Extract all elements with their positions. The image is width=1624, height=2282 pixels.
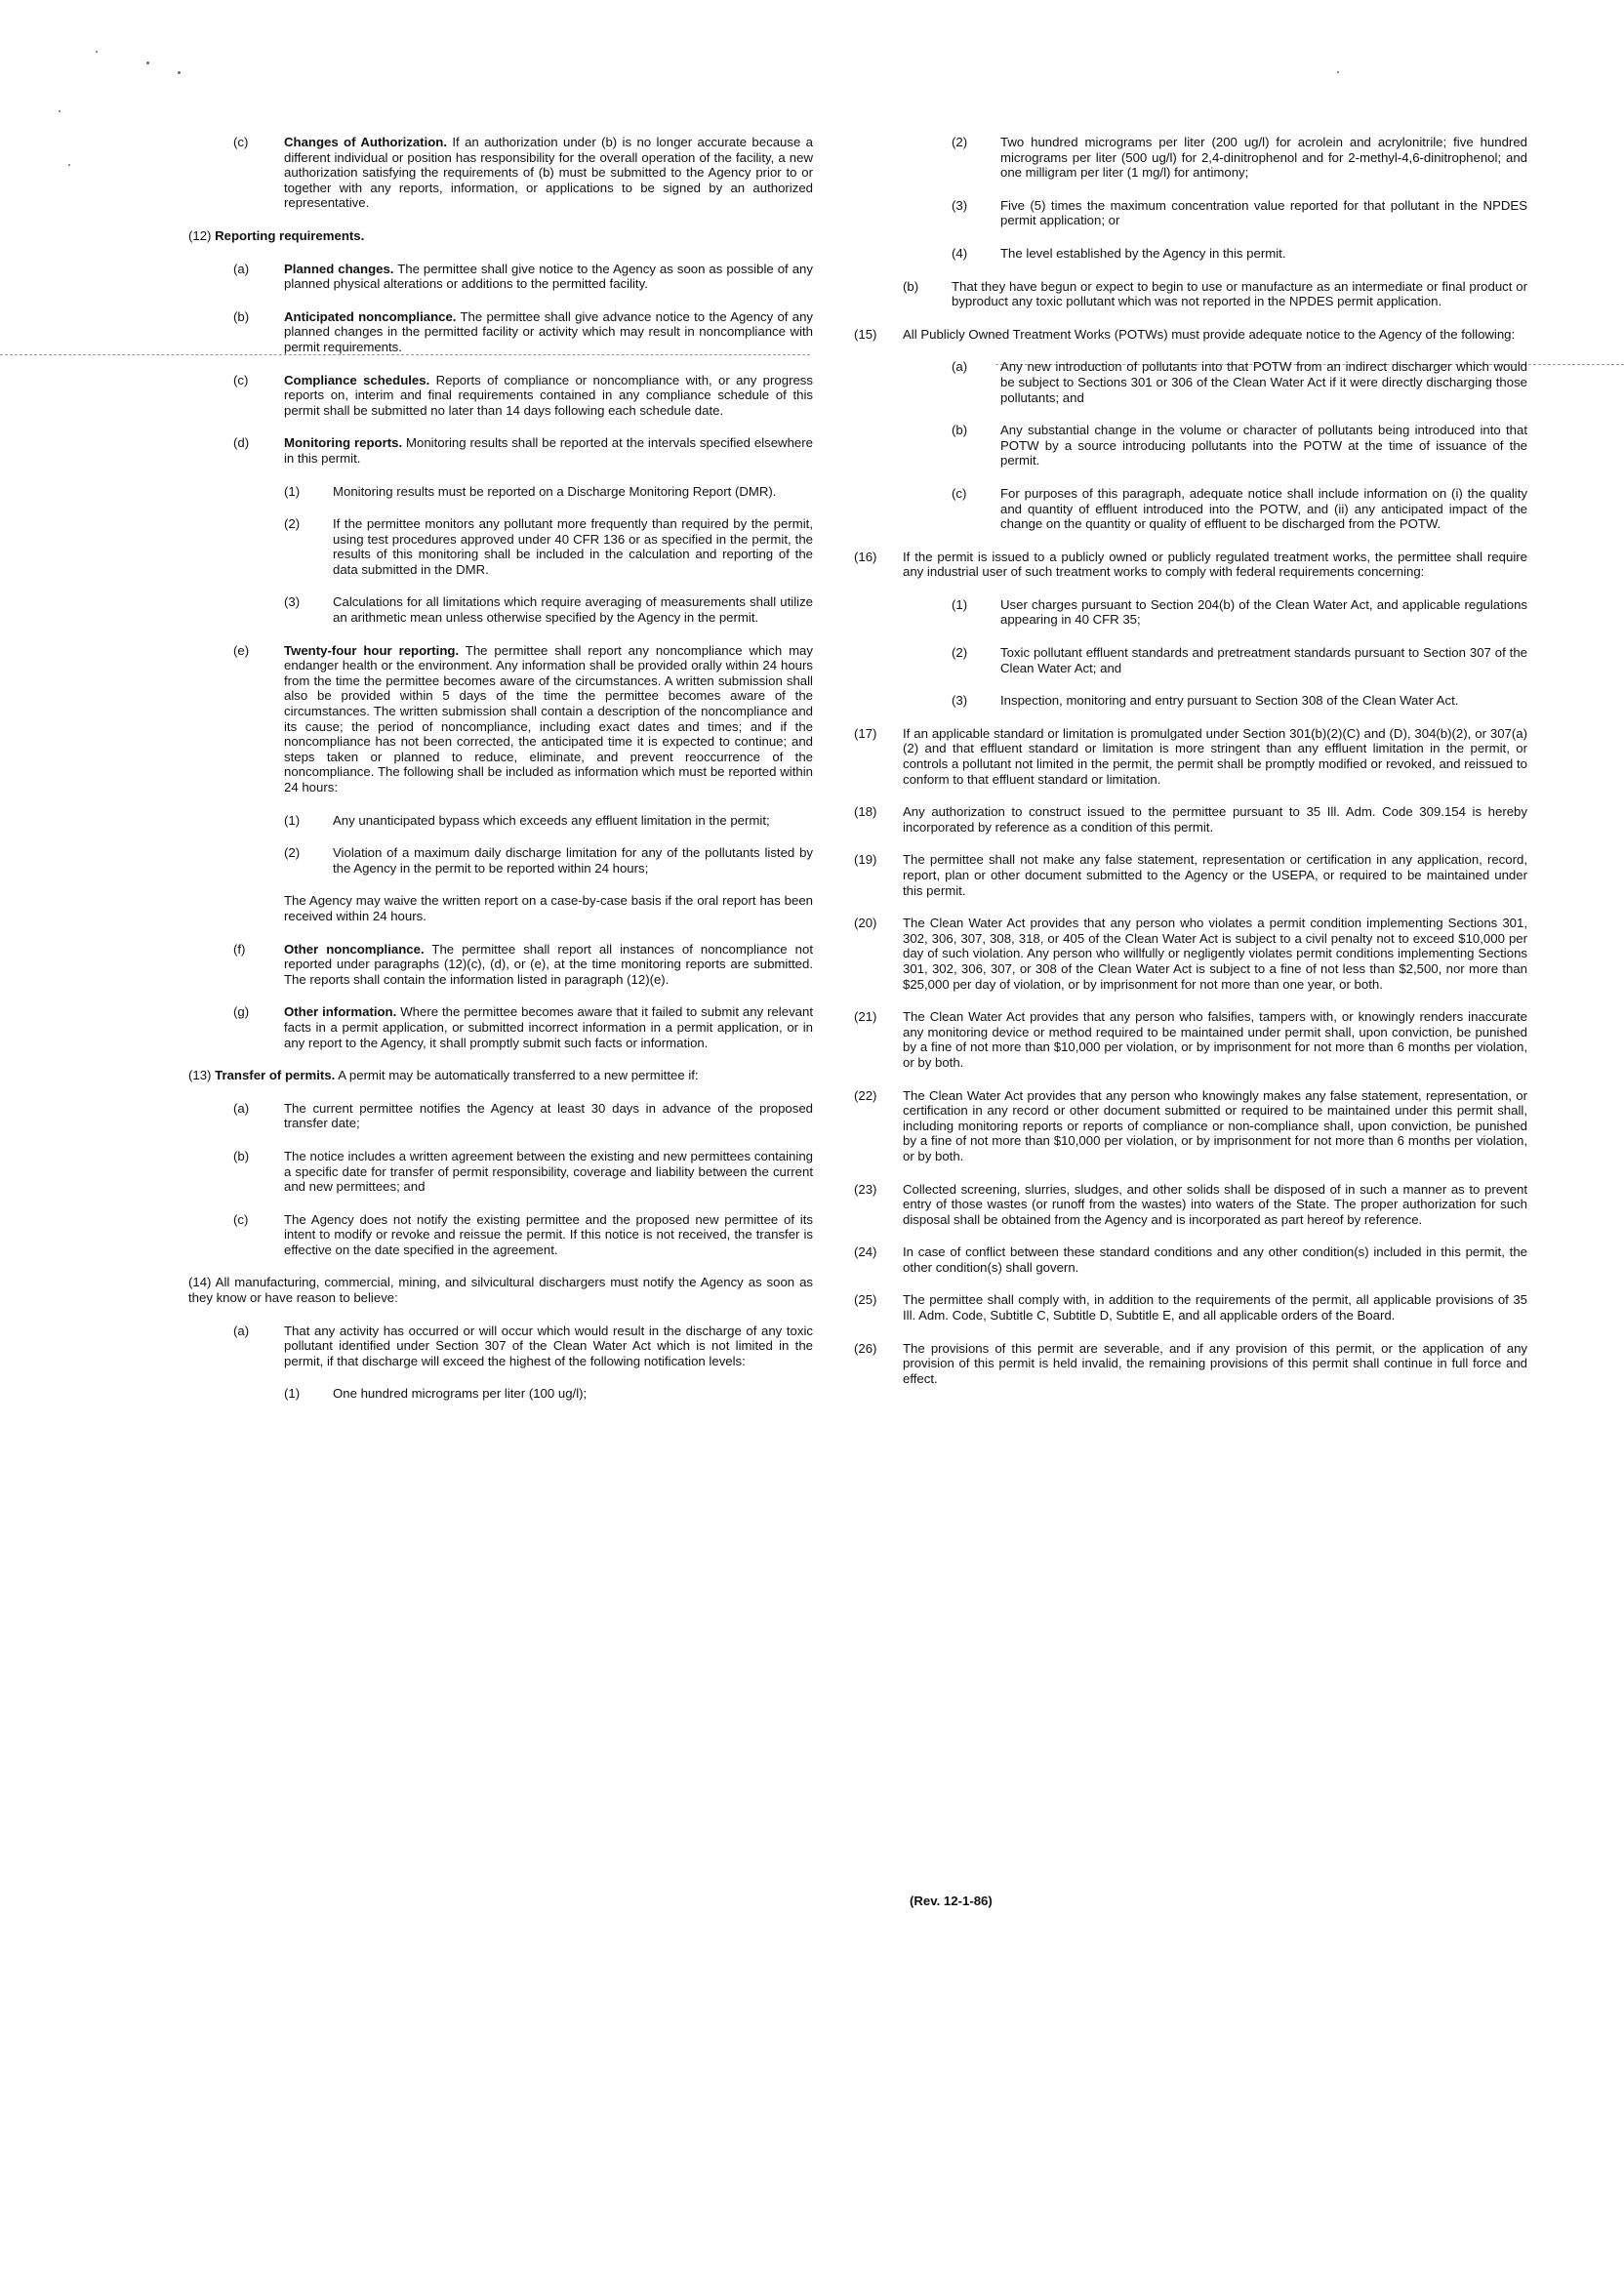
section-19 [854,852,1527,898]
paragraph-13c [188,1212,813,1258]
paragraph-12e-waiver [188,893,813,923]
label: (13) [188,1068,212,1083]
section-16 [854,550,1527,580]
paragraph-12e [188,643,813,795]
body: The current permittee notifies the Agency at least 30 days in advance of the proposed transfer date; [284,1100,813,1131]
paragraph-14a3 [903,198,1527,228]
paragraph-14a [188,1324,813,1369]
heading: Twenty-four hour reporting. [284,642,460,658]
label: (19) [854,852,877,868]
paragraph-12a [188,262,813,292]
body: The Agency may waive the written report on a case-by-case basis if the oral report has been received within 24 hours. [284,893,813,923]
body: The permittee shall report all instances of noncompliance not reported under paragraphs (12)(c), (d), or (e), at the time monitoring reports are submitted. The reports shall contain the information listed in paragraph (12)(e). [284,941,813,987]
section-22 [854,1088,1527,1164]
label: (b) [233,1148,250,1163]
paragraph-12d3 [188,594,813,625]
paragraph-12d2 [188,516,813,577]
paragraph-12d [188,435,813,466]
label: (20) [854,916,877,931]
body: That they have begun or expect to begin to use or manufacture as an intermediate or final product or byproduct any toxic pollutant which was not reported in the NPDES permit application. [952,278,1527,309]
section-23 [854,1182,1527,1228]
label: (e) [233,642,250,658]
section-26 [854,1341,1527,1387]
label: (23) [854,1181,877,1197]
body: One hundred micrograms per liter (100 ug/l); [333,1386,588,1402]
right-column [854,135,1527,1404]
body: If an authorization under (b) is no longer accurate because a different individual or position has responsibility for the overall operation of the facility, a new authorization satisfying the requirements of (b) must be submitted to the Agency prior to or together with any reports, information, or applications to be signed by an authorized representative. [284,135,813,211]
body: Any new introduction of pollutants into that POTW from an indirect discharger which would be subject to Sections 301 or 306 of the Clean Water Act if it were directly discharging those pollutants; and [1000,359,1527,405]
label: (25) [854,1292,877,1308]
label: (a) [952,359,968,375]
left-column [188,135,813,1419]
section-21 [854,1009,1527,1070]
body: All Publicly Owned Treatment Works (POTWs) must provide adequate notice to the Agency of the following: [903,326,1516,342]
paragraph-12e2 [188,845,813,876]
label: (4) [952,245,968,261]
body: The Clean Water Act provides that any person who knowingly makes any false statement, representation, or certification in any record or other document submitted or required to be maintained under this permit shall, including monitoring reports or reports of compliance or non-compliance shall, upon conviction, be punished by a fine of not more than $10,000 per violation, or by imprisonment for not more than 6 months per violation, or by both. [903,1087,1527,1163]
scan-speck [68,164,70,166]
section-17 [854,726,1527,787]
heading: Transfer of permits. [215,1068,336,1083]
heading: Monitoring reports. [284,435,403,451]
body: Where the permittee becomes aware that it failed to submit any relevant facts in a permit application, or submitted incorrect information in a permit application, or in any report to the Agency, it shall promptly submit such facts or information. [284,1004,813,1050]
section-12 [188,228,813,244]
body: Monitoring results shall be reported at the intervals specified elsewhere in this permit. [284,435,813,466]
paragraph-16-1 [903,597,1527,628]
body: Reports of compliance or noncompliance with, or any progress reports on, interim and final requirements contained in any compliance schedule of this permit shall be submitted no later than 14 days following each schedule date. [284,372,813,418]
body: Any unanticipated bypass which exceeds any effluent limitation in the permit; [333,812,770,828]
body: The permittee shall report any noncompliance which may endanger health or the environment. Any information shall be provided orally within 24 hours from the time the permittee becomes aware of the circumstances. A written submission shall also be provided within 5 days of the time the permittee becomes aware of the circumstances. The written submission shall contain a description of the noncompliance and its cause; the period of noncompliance, including exact dates and times; and if the noncompliance has not been corrected, the anticipated time it is expected to continue; and steps taken or planned to reduce, eliminate, and prevent reoccurrence of the noncompliance. The following shall be included as information which must be reported within 24 hours: [284,642,813,795]
paragraph-14a2 [903,135,1527,181]
label: (12) [188,227,212,243]
label: (c) [233,135,249,149]
body: Two hundred micrograms per liter (200 ug/l) for acrolein and acrylonitrile; five hundred micrograms per liter (500 ug/l) for 2,4-dinitrophenol and for 2-methyl-4,6-dinitrophenol; and one milligram per liter (1 mg/l) for antimony; [1000,135,1527,181]
body: All manufacturing, commercial, mining, and silvicultural dischargers must notify the Agency as soon as they know or have reason to believe: [188,1275,813,1306]
body: The Clean Water Act provides that any person who violates a permit condition implementing Sections 301, 302, 306, 307, 308, 318, or 405 of the Clean Water Act is subject to a civil penalty not to exceed $10,000 per day of such violation. Any person who willfully or negligently violates permit conditions implementing Sections 301, 302, 306, 307, or 308 of the Clean Water Act is subject to a fine of not less than $2,500, nor more than $25,000 per day of violation, or by imprisonment for not more than one year, or both. [903,916,1527,992]
label: (14) [188,1275,212,1290]
heading: Planned changes. [284,261,394,276]
label: (c) [233,1211,249,1227]
label: (2) [952,135,968,149]
section-20 [854,916,1527,992]
paragraph-12d1 [188,484,813,500]
label: (b) [952,423,968,438]
body: For purposes of this paragraph, adequate notice shall include information on (i) the quality and quantity of effluent introduced into the POTW, and (ii) any anticipated impact of the change on the quantity or quality of effluent to be discharged from the POTW. [1000,485,1527,532]
label: (3) [952,693,968,709]
paragraph-12g [188,1004,813,1050]
paragraph-12f [188,942,813,988]
body: Calculations for all limitations which require averaging of measurements shall utilize an arithmetic mean unless otherwise specified by the Agency in the permit. [333,594,813,626]
scan-speck [96,51,98,53]
label: (26) [854,1340,877,1356]
label: (1) [284,812,301,828]
body: In case of conflict between these standard conditions and any other condition(s) included in this permit, the other condition(s) shall govern. [903,1244,1527,1275]
label: (f) [233,941,246,957]
body: That any activity has occurred or will occur which would result in the discharge of any toxic pollutant identified under Section 307 of the Clean Water Act which is not limited in the permit, if that discharge will exceed the highest of the following notification levels: [284,1323,813,1368]
heading: Other noncompliance. [284,941,425,957]
body: User charges pursuant to Section 204(b) of the Clean Water Act, and applicable regulations appearing in 40 CFR 35; [1000,596,1527,628]
section-24 [854,1244,1527,1275]
label: (1) [952,596,968,612]
label: (3) [952,197,968,213]
body: Inspection, monitoring and entry pursuant to Section 308 of the Clean Water Act. [1000,693,1459,709]
body: If the permit is issued to a publicly owned or publicly regulated treatment works, the permittee shall require any industrial user of such treatment works to comply with federal requirements concerning: [903,549,1527,580]
section-25 [854,1292,1527,1323]
body: Violation of a maximum daily discharge limitation for any of the pollutants listed by the Agency in the permit to be reported within 24 hours; [333,845,813,876]
label: (24) [854,1244,877,1260]
label: (a) [233,261,250,276]
paragraph-15a [903,359,1527,405]
heading: Compliance schedules. [284,372,430,387]
body: The provisions of this permit are severable, and if any provision of this permit, or the application of any provision of this permit is held invalid, the remaining provisions of this permit shall continue in full force and effect. [903,1340,1527,1386]
body: Collected screening, slurries, sludges, and other solids shall be disposed of in such a manner as to prevent entry of those wastes (or runoff from the wastes) into waters of the State. The proper authorization for such disposal shall be obtained from the Agency and is incorporated as part hereof by reference. [903,1181,1527,1227]
label: (17) [854,725,877,741]
paragraph-11c [188,135,813,211]
label: (b) [233,308,250,324]
label: (1) [284,483,301,499]
paragraph-16-3 [903,693,1527,709]
label: (2) [284,845,301,861]
scan-speck [146,61,149,64]
label: (c) [952,485,967,501]
section-15 [854,327,1527,343]
body: The notice includes a written agreement between the existing and new permittees containing a specific date for transfer of permit responsibility, coverage and liability between the current and new permittees; and [284,1148,813,1195]
scan-speck [178,71,181,74]
section-18 [854,804,1527,835]
body: The Clean Water Act provides that any person who falsifies, tampers with, or knowingly renders inaccurate any monitoring device or method required to be maintained under permit shall, upon conviction, be punished by a fine of not more than $10,000 per violation, or by imprisonment for not more than 6 months per violation, or by both. [903,1009,1527,1070]
body: The permittee shall comply with, in addition to the requirements of the permit, all applicable provisions of 35 Ill. Adm. Code, Subtitle C, Subtitle D, Subtitle E, and all applicable orders of the Board. [903,1292,1527,1324]
label: (18) [854,804,877,820]
section-14 [188,1275,813,1305]
label: (d) [233,435,250,451]
paragraph-14a4 [903,246,1527,262]
paragraph-15c [903,486,1527,532]
label: (21) [854,1009,877,1025]
heading: Changes of Authorization. [284,135,448,149]
label: (c) [233,372,249,387]
paragraph-13b [188,1149,813,1195]
label: (g) [233,1004,250,1020]
paragraph-12e1 [188,813,813,829]
paragraph-14b [903,279,1527,309]
label: (a) [233,1323,250,1338]
label: (15) [854,326,877,342]
body: The level established by the Agency in this permit. [1000,245,1286,261]
label: (16) [854,549,877,564]
label: (2) [952,645,968,661]
body: A permit may be automatically transferred to a new permittee if: [338,1068,699,1083]
heading: Anticipated noncompliance. [284,308,457,324]
paragraph-13a [188,1101,813,1131]
body: The permittee shall not make any false statement, representation or certification in any application, record, report, plan or other document submitted to the Agency or the USEPA, or required to be maintained under this permit. [903,852,1527,898]
body: If the permittee monitors any pollutant more frequently than required by the permit, using test procedures approved under 40 CFR 136 or as specified in the permit, the results of this monitoring shall be included in the calculation and reporting of the data submitted in the DMR. [333,516,813,577]
body: If an applicable standard or limitation is promulgated under Section 301(b)(2)(C) and (D), 304(b)(2), or 307(a)(2) and that effluent standard or limitation is more stringent than any effluent limitation in the permit, or controls a pollutant not limited in the permit, the permit shall be promptly modified or revoked, and reissued to conform to that effluent standard or limitation. [903,725,1527,787]
paragraph-12b [188,309,813,355]
label: (2) [284,516,301,532]
label: (b) [903,278,919,294]
label: (1) [284,1386,301,1402]
body: The permittee shall give advance notice to the Agency of any planned changes in the permitted facility or activity which may result in noncompliance with permit requirements. [284,308,813,354]
label: (3) [284,594,301,610]
label: (a) [233,1100,250,1116]
body: Any authorization to construct issued to the permittee pursuant to 35 Ill. Adm. Code 309.154 is hereby incorporated by reference as a condition of this permit. [903,804,1527,835]
body: Five (5) times the maximum concentration value reported for that pollutant in the NPDES permit application; or [1000,197,1527,228]
paragraph-12c [188,373,813,419]
body: Any substantial change in the volume or character of pollutants being introduced into that POTW by a source introducing pollutants into the POTW at the time of issuance of the permit. [1000,423,1527,469]
revision-date: (Rev. 12-1-86) [910,1894,993,1908]
paragraph-15b [903,423,1527,469]
paragraph-14a1 [188,1386,813,1402]
body: The Agency does not notify the existing permittee and the proposed new permittee of its intent to modify or revoke and reissue the permit. If this notice is not received, the transfer is effective on the date specified in the agreement. [284,1211,813,1257]
heading: Reporting requirements. [215,227,365,243]
section-13 [188,1068,813,1083]
scan-speck [59,110,61,112]
body: Monitoring results must be reported on a Discharge Monitoring Report (DMR). [333,483,777,499]
body: Toxic pollutant effluent standards and pretreatment standards pursuant to Section 307 of the Clean Water Act; and [1000,645,1527,675]
label: (22) [854,1087,877,1103]
paragraph-16-2 [903,645,1527,675]
body: The permittee shall give notice to the Agency as soon as possible of any planned physical alterations or additions to the permitted facility. [284,261,813,292]
heading: Other information. [284,1004,397,1020]
scan-speck [1337,71,1339,73]
